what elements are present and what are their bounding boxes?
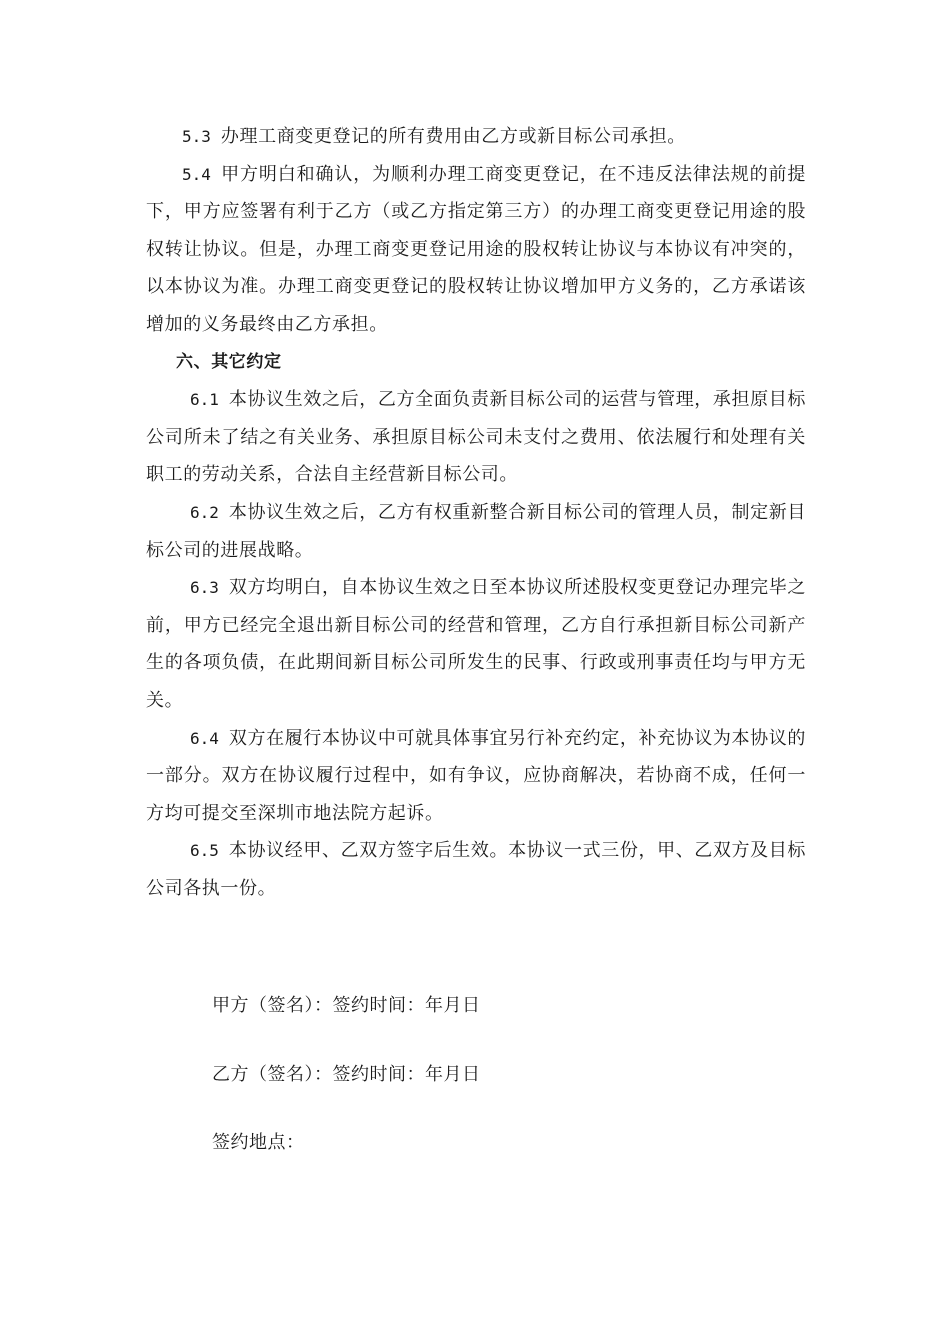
section-6-heading: 六、其它约定 — [176, 351, 282, 372]
party-b-signature-line: 乙方（签名）：签约时间：年月日 — [212, 1064, 481, 1085]
clause-6-5 — [146, 832, 806, 907]
clause-text: 甲方明白和确认，为顺利办理工商变更登记，在不违反法律法规的前提下，甲方应签署有利于乙方（或乙方指定第三方）的办理工商变更登记用途的股权转让协议。但是，办理工商变更登记用途的股权转让协议与本协议有冲突的，以本协议为准。办理工商变更登记的股权转让协议增加甲方义务的，乙方承诺该增加的义务最终由乙方承担。 — [146, 163, 806, 335]
clause-6-4 — [146, 720, 806, 833]
clause-6-2 — [146, 494, 806, 569]
clause-6-1 — [146, 381, 806, 494]
clause-text: 办理工商变更登记的所有费用由乙方或新目标公司承担。 — [220, 126, 686, 147]
clause-text: 本协议生效之后，乙方全面负责新目标公司的运营与管理，承担原目标公司所未了结之有关业务、承担原目标公司未支付之费用、依法履行和处理有关职工的劳动关系，合法自主经营新目标公司。 — [146, 389, 806, 486]
agreement-body — [146, 118, 806, 907]
clause-number: 6.2 — [190, 502, 219, 522]
clause-text: 双方均明白，自本协议生效之日至本协议所述股权变更登记办理完毕之前，甲方已经完全退出新目标公司的经营和管理，乙方自行承担新目标公司新产生的各项负债，在此期间新目标公司所发生的民事、行政或刑事责任均与甲方无关。 — [146, 577, 806, 711]
clause-number: 6.3 — [190, 578, 219, 598]
signing-place-line: 签约地点： — [212, 1132, 305, 1153]
clause-number: 5.4 — [182, 164, 211, 184]
clause-number: 6.5 — [190, 841, 219, 861]
clause-text: 本协议生效之后，乙方有权重新整合新目标公司的管理人员，制定新目标公司的进展战略。 — [146, 501, 806, 561]
clause-5-3 — [146, 118, 806, 156]
party-a-signature-line: 甲方（签名）：签约时间：年月日 — [212, 995, 481, 1016]
clause-text: 双方在履行本协议中可就具体事宜另行补充约定，补充协议为本协议的一部分。双方在协议履行过程中，如有争议，应协商解决，若协商不成，任何一方均可提交至深圳市地法院方起诉。 — [146, 727, 806, 824]
clause-number: 6.4 — [190, 728, 219, 748]
clause-5-4 — [146, 156, 806, 344]
clause-text: 本协议经甲、乙双方签字后生效。本协议一式三份，甲、乙双方及目标公司各执一份。 — [146, 840, 806, 899]
clause-number: 5.3 — [182, 127, 211, 146]
clause-number: 6.1 — [190, 390, 219, 410]
clause-6-3 — [146, 569, 806, 719]
